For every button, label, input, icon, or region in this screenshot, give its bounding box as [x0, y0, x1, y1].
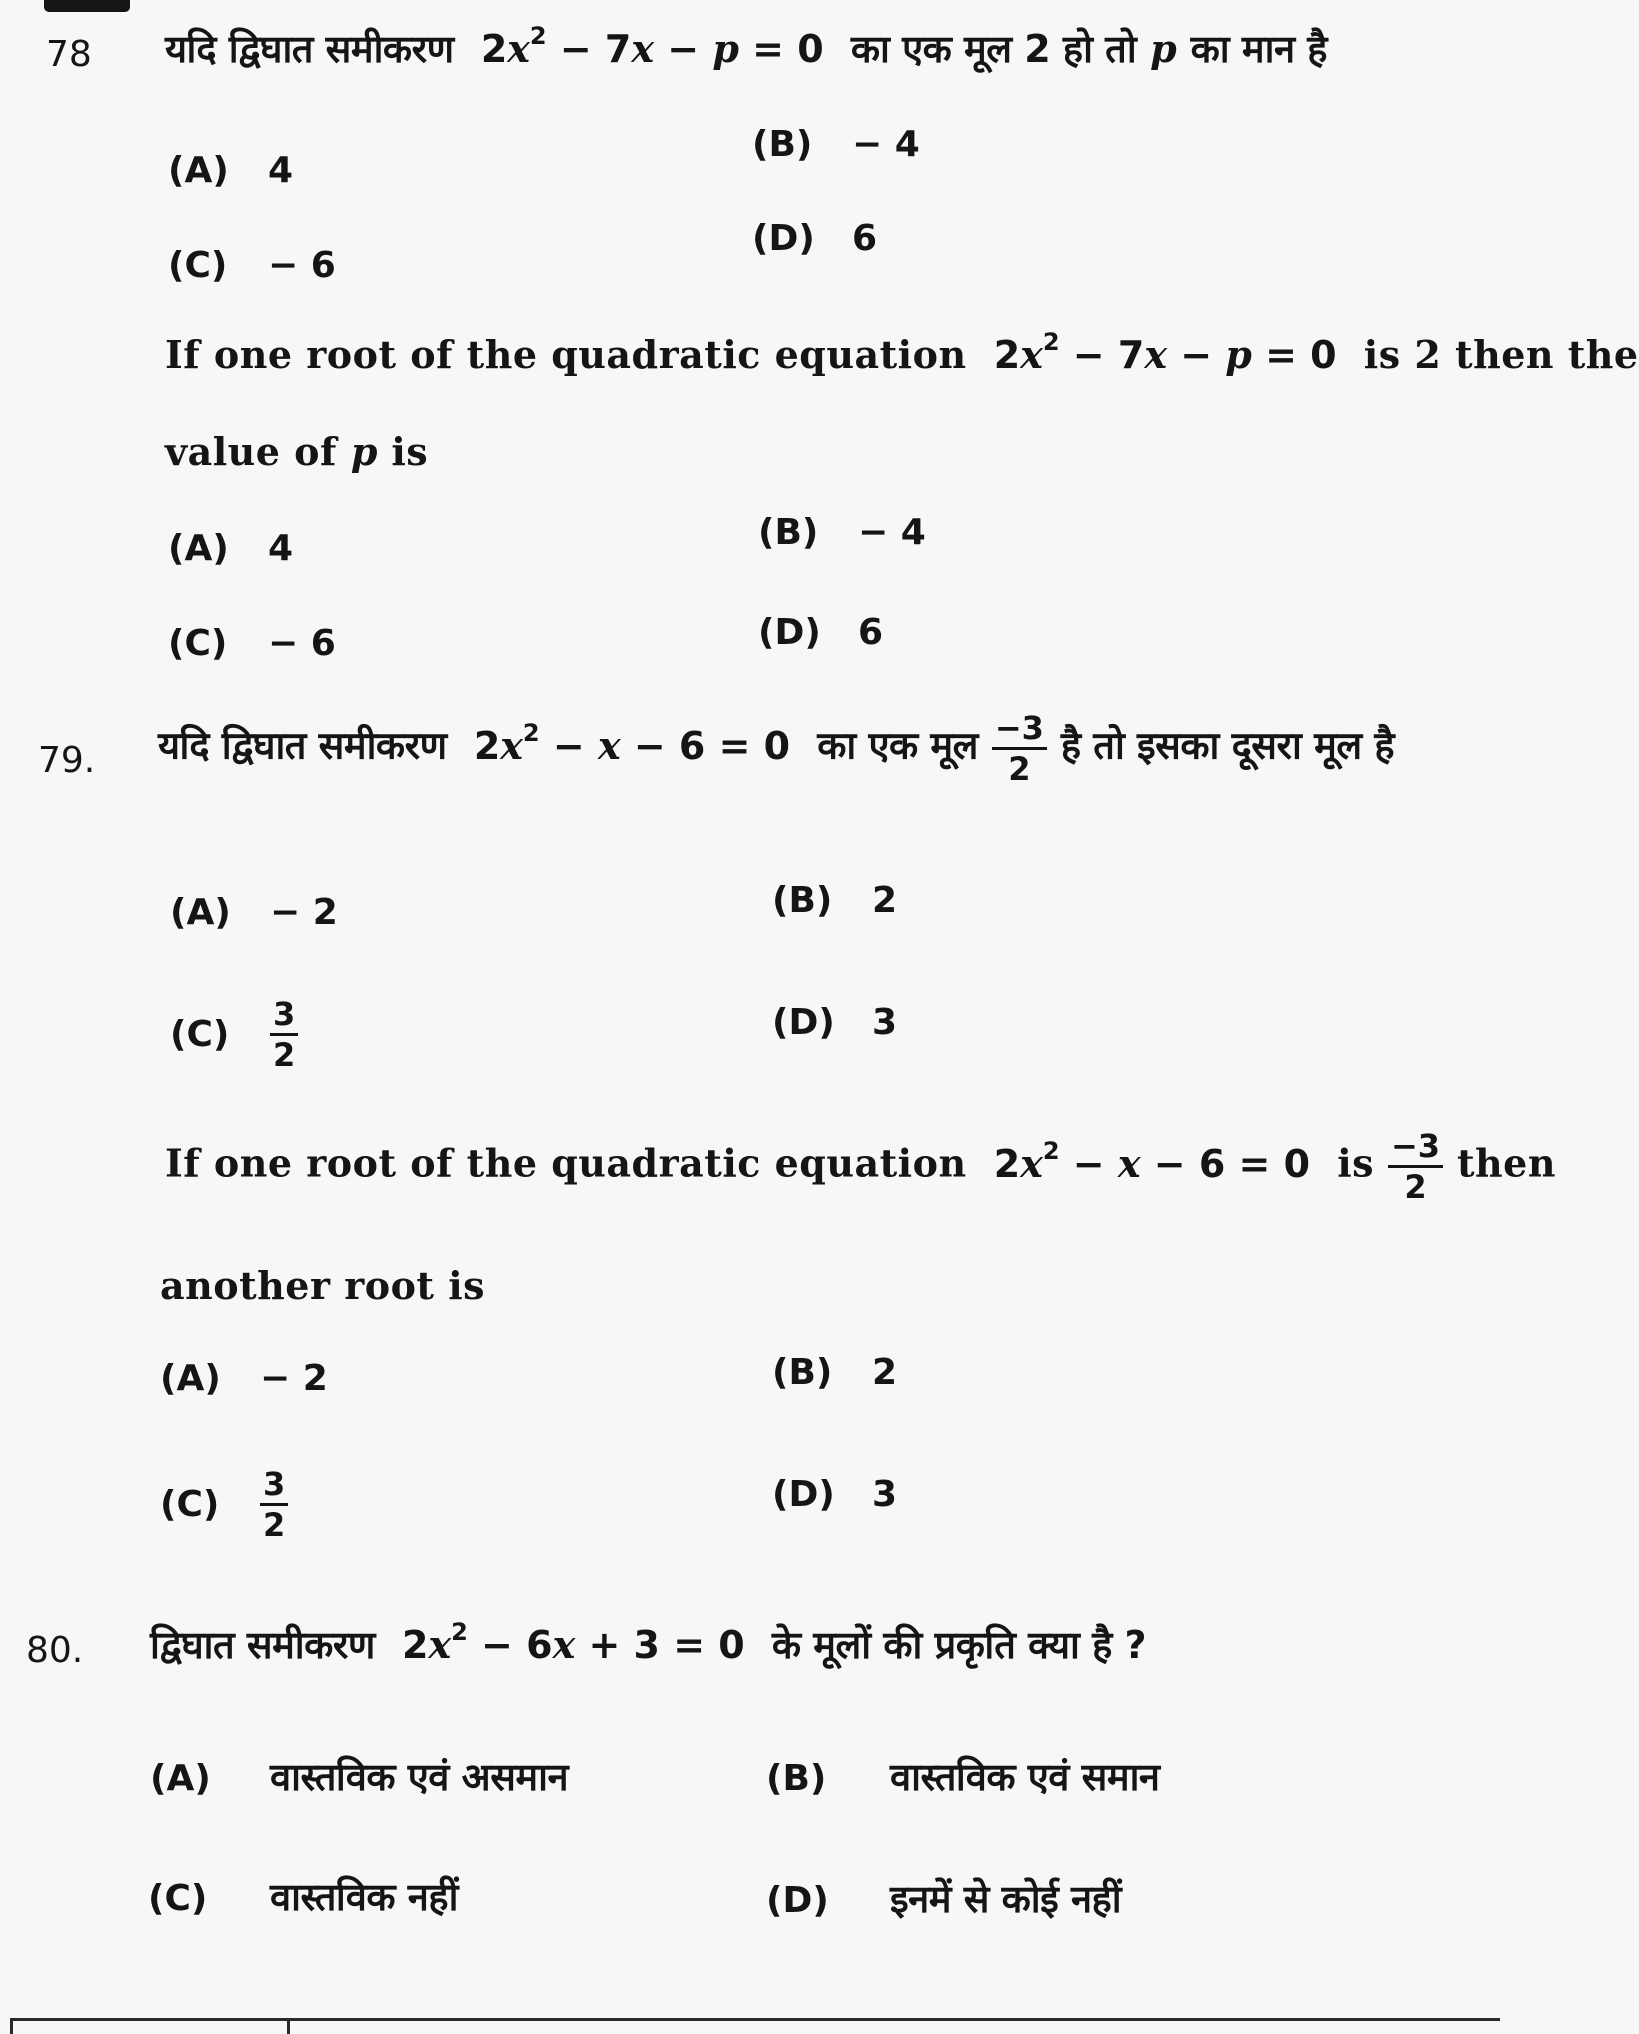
q78-hindi-prefix: यदि द्विघात समीकरण	[165, 27, 454, 71]
q80-option-d[interactable]: (D) इनमें से कोई नहीं	[766, 1877, 1122, 1921]
q78-hindi-suffix: का एक मूल 2 हो तो	[850, 27, 1137, 71]
q80-option-a[interactable]: (A) वास्तविक एवं असमान	[150, 1755, 569, 1799]
q79-hi-option-b[interactable]: (B) 2	[772, 880, 898, 921]
q79-root-fraction-en: $\frac{-3}{2}$	[1388, 1130, 1443, 1203]
q78-hi-option-d[interactable]: (D) 6	[752, 218, 878, 259]
q79-hi-option-a[interactable]: (A) − 2	[170, 892, 338, 933]
q78-en-option-d[interactable]: (D) 6	[758, 612, 884, 653]
q80-equation: $2x^2 - 6x + 3 = 0$	[402, 1618, 745, 1667]
q79-en-option-b[interactable]: (B) 2	[772, 1352, 898, 1393]
q78-english-stem-line2: value of p is	[165, 429, 429, 474]
q79-en-option-a[interactable]: (A) − 2	[160, 1358, 328, 1399]
q80-option-b[interactable]: (B) वास्तविक एवं समान	[766, 1755, 1160, 1799]
q78-en-option-a[interactable]: (A) 4	[168, 528, 294, 569]
q79-equation-en: $2x^2 - x - 6 = 0$	[993, 1136, 1311, 1186]
q78-hi-option-c[interactable]: (C) − 6	[168, 245, 336, 286]
q80-hindi-stem: द्विघात समीकरण $2x^2 - 6x + 3 = 0$ के मूलों की प्रकृति क्या है ?	[150, 1618, 1147, 1667]
q79-en-option-c[interactable]: (C) $\frac{3}{2}$	[160, 1468, 288, 1541]
q79-en-option-d[interactable]: (D) 3	[772, 1474, 898, 1515]
footer-code-box	[10, 2018, 290, 2034]
q79-hi-option-d[interactable]: (D) 3	[772, 1002, 898, 1043]
q78-hi-option-b[interactable]: (B) − 4	[752, 124, 920, 165]
q78-english-stem-line1: If one root of the quadratic equation $2x^2 - 7x - p = 0$ is 2 then the	[165, 328, 1639, 377]
q78-var-p: p	[1150, 26, 1177, 71]
q78-equation: $2x^2 - 7x - p = 0$	[480, 22, 824, 71]
q79-hi-option-c[interactable]: (C) $\frac{3}{2}$	[170, 998, 298, 1071]
q78-equation-en: $2x^2 - 7x - p = 0$	[993, 328, 1337, 377]
q79-equation: $2x^2 - x - 6 = 0$	[473, 718, 791, 768]
q78-hi-option-a[interactable]: (A) 4	[168, 150, 294, 191]
q78-en-option-b[interactable]: (B) − 4	[758, 512, 926, 553]
q79-english-stem-line1: If one root of the quadratic equation $2x^2 - x - 6 = 0$ is $\frac{-3}{2}$ then	[165, 1127, 1556, 1206]
corner-mark	[44, 0, 130, 12]
question-number-79: 79.	[38, 740, 96, 781]
q79-root-fraction: $\frac{-3}{2}$	[992, 712, 1047, 785]
q78-en-option-c[interactable]: (C) − 6	[168, 623, 336, 664]
q78-hindi-stem	[165, 22, 1327, 74]
question-number-78: 78	[46, 34, 92, 75]
q79-hindi-stem: यदि द्विघात समीकरण $2x^2 - x - 6 = 0$ का एक मूल $\frac{-3}{2}$ है तो इसका दूसरा मूल है	[158, 709, 1394, 788]
question-number-80: 80.	[26, 1630, 84, 1671]
q79-english-stem-line2: another root is	[160, 1263, 486, 1308]
q78-hindi-end: का मान है	[1190, 27, 1327, 71]
q80-option-c[interactable]: (C) वास्तविक नहीं	[148, 1875, 458, 1919]
